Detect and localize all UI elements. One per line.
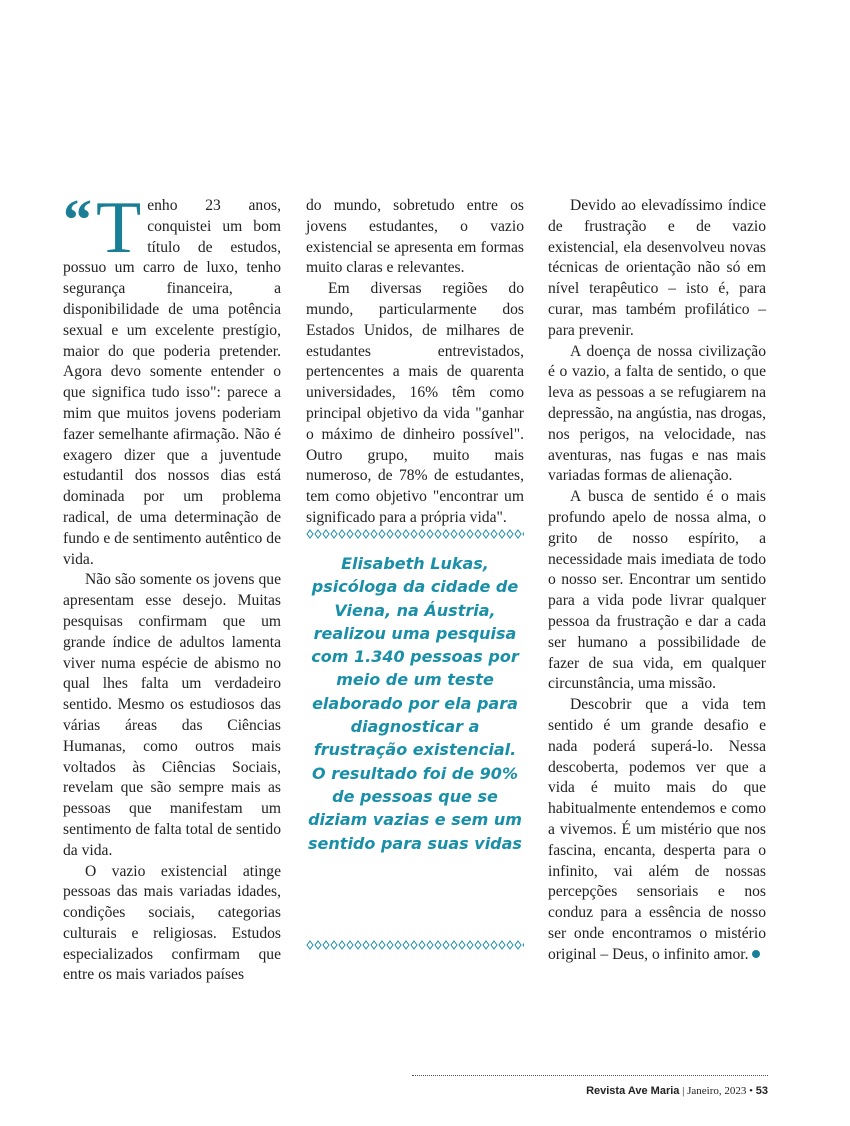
- pullquote-bottom-border: [306, 940, 524, 950]
- article-column-1: [63, 187, 281, 986]
- closing-paragraph: [548, 695, 766, 965]
- paragraph: do mundo, sobretudo entre os jovens estudantes, o vazio existencial se apresenta em formas muito claras e relevantes.: [306, 197, 524, 277]
- end-mark-icon: [752, 950, 760, 958]
- magazine-name: Revista Ave Maria: [586, 1085, 680, 1097]
- page-number: 53: [755, 1085, 768, 1097]
- paragraph: Devido ao elevadíssimo índice de frustração e de vazio existencial, ela desenvolveu novas técnicas de orientação não só em nível terapêutico – isto é, para curar, mas também profilático – para prevenir.: [548, 197, 766, 339]
- footer-bullet: •: [749, 1085, 753, 1097]
- article-column-2: [306, 196, 524, 529]
- opening-paragraph: [63, 187, 281, 570]
- page-footer: [586, 1084, 768, 1098]
- pullquote-top-border: [306, 529, 524, 539]
- drop-cap: T: [96, 187, 142, 269]
- paragraph: A busca de sentido é o mais profundo apelo de nossa alma, o grito de nosso espírito, a necessidade mais imediata de todo o nosso ser. Encontrar um sentido para a vida pode livrar qualquer pessoa da frustração e dar a cada ser humano a possibilidade de fazer de sua vida, em qualquer circunstância, uma missão.: [548, 488, 766, 693]
- pullquote: Elisabeth Lukas, psicóloga da cidade de Viena, na Áustria, realizou uma pesquisa com 1.340 pessoas por meio de um teste elaborado por ela para diagnosticar a frustração existencial. O resultado foi de 90% de pessoas que se diziam vazias e sem um sentido para suas vidas: [308, 554, 522, 853]
- paragraph: O vazio existencial atinge pessoas das mais variadas idades, condições sociais, categorias culturais e religiosas. Estudos especializados confirmam que entre os mais variados países: [63, 862, 281, 984]
- issue-date: Janeiro, 2023: [687, 1085, 747, 1097]
- paragraph-text: enho 23 anos, conquistei um bom título de estudos, possuo um carro de luxo, tenho segurança financeira, a disponibilidade de uma potência sexual e um excelente prestígio, maior do que poderia pretender. Agora devo somente entender o que significa tudo isso": parece a mim que muitos jovens poderiam fazer semelhante afirmação. Não é exagero dizer que a juventude estudantil dos nossos dias está dominada por um problema radical, de uma determinação de fundo e de sentimento autêntico de vida.: [63, 197, 281, 568]
- diamond-pattern-icon: [306, 940, 524, 950]
- opening-quote-mark: “: [63, 187, 92, 252]
- paragraph: Não são somente os jovens que apresentam esse desejo. Muitas pesquisas confirmam que um grande índice de adultos lamenta viver numa espécie de abismo no qual lhes falta um verdadeiro sentido. Mesmo os estudiosos das várias áreas das Ciências Humanas, como outros mais voltados às Ciências Sociais, revelam que são sempre mais as pessoas que manifestam um sentimento de falta total de sentido da vida.: [63, 571, 281, 859]
- paragraph: Em diversas regiões do mundo, particularmente dos Estados Unidos, de milhares de estudantes entrevistados, pertencentes a mais de quarenta universidades, 16% têm como principal objetivo da vida "ganhar o máximo de dinheiro possível". Outro grupo, muito mais numeroso, de 78% de estudantes, tem como objetivo "encontrar um significado para a própria vida".: [306, 280, 524, 526]
- footer-separator: |: [682, 1085, 685, 1097]
- footer-rule: [412, 1075, 768, 1076]
- article-column-3: [548, 196, 766, 965]
- diamond-pattern-icon: [306, 529, 524, 539]
- paragraph: A doença de nossa civilização é o vazio, a falta de sentido, o que leva as pessoas a se refugiarem na depressão, na angústia, nas drogas, nos perigos, na velocidade, nas aventuras, nas fugas e nas mais variadas formas de alienação.: [548, 342, 766, 485]
- paragraph-text: Descobrir que a vida tem sentido é um grande desafio e nada poderá superá-lo. Nessa descoberta, podemos ver que a vida é muito mais do que habitualmente entendemos e como a vivemos. É um mistério que nos fascina, encanta, desperta para o infinito, vai além de nossas percepções sensoriais e nos conduz para a essência de nosso ser onde encontramos o mistério original – Deus, o infinito amor.: [548, 696, 766, 963]
